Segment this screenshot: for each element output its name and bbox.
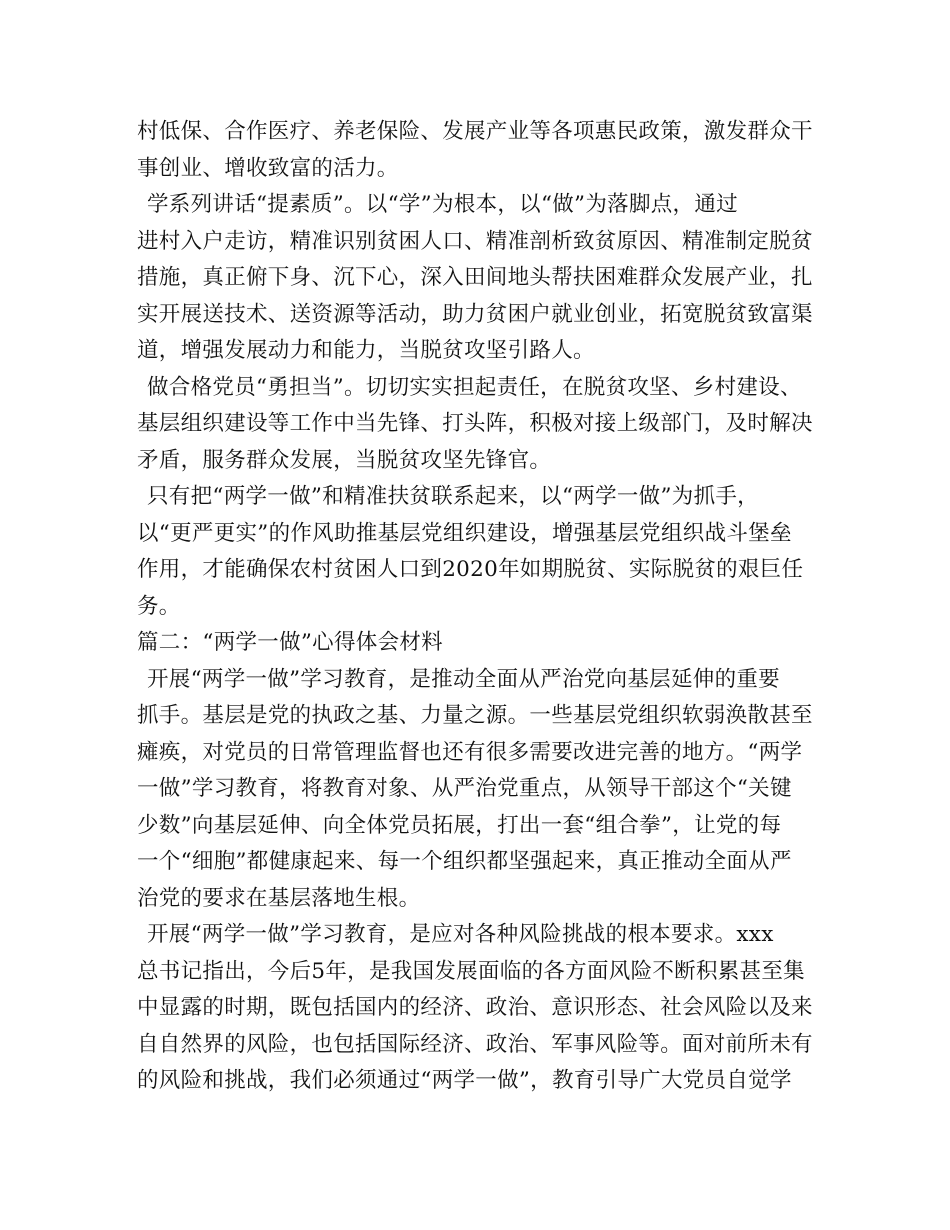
- text-line: 道，增强发展动力和能力，当脱贫攻坚引路人。: [137, 338, 595, 363]
- paragraph-start-line: 做合格党员“勇担当”。切切实实担起责任，在脱贫攻坚、乡村建设、: [147, 374, 802, 400]
- text-line: 一个“细胞”都健康起来、每一个组织都坚强起来，真正推动全面从严: [137, 849, 792, 874]
- paragraph-start-line: 学系列讲话“提素质”。以“学”为根本，以“做”为落脚点，通过: [147, 192, 738, 217]
- paragraph-start-line: 只有把“两学一做”和精准扶贫联系起来，以“两学一做”为抓手，: [147, 484, 759, 509]
- text-line: 少数”向基层延伸、向全体党员拓展，打出一套“组合拳”，让党的每: [137, 812, 782, 838]
- text-line: 的风险和挑战，我们必须通过“两学一做”，教育引导广大党员自觉学: [137, 1068, 792, 1093]
- text-line: 务。: [137, 593, 181, 619]
- text-line: 事创业、增收致富的活力。: [137, 155, 399, 181]
- text-line: 中显露的时期，既包括国内的经济、政治、意识形态、社会风险以及来: [137, 995, 813, 1020]
- text-line: 自自然界的风险，也包括国际经济、政治、军事风险等。面对前所未有: [137, 1031, 813, 1057]
- text-line: 治党的要求在基层落地生根。: [137, 885, 421, 911]
- paragraph-start-line: 开展“两学一做”学习教育，是应对各种风险挑战的根本要求。xxx: [147, 922, 774, 947]
- text-line: 一做”学习教育，将教育对象、从严治党重点，从领导干部这个“关键: [137, 776, 792, 801]
- text-line: 瘫痪，对党员的日常管理监督也还有很多需要改进完善的地方。“两学: [137, 739, 803, 765]
- text-line: 实开展送技术、送资源等活动，助力贫困户就业创业，拓宽脱贫致富渠: [137, 301, 813, 327]
- text-line: 村低保、合作医疗、养老保险、发展产业等各项惠民政策，激发群众干: [137, 119, 813, 144]
- text-line: 基层组织建设等工作中当先锋、打头阵，积极对接上级部门，及时解决: [137, 411, 813, 436]
- text-line: 抓手。基层是党的执政之基、力量之源。一些基层党组织软弱涣散甚至: [137, 703, 813, 728]
- text-line: 作用，才能确保农村贫困人口到2020年如期脱贫、实际脱贫的艰巨任: [137, 557, 804, 582]
- document-body: [137, 114, 837, 1100]
- text-line: 以“更严更实”的作风助推基层党组织建设，增强基层党组织战斗堡垒: [137, 520, 792, 546]
- paragraph-start-line: 开展“两学一做”学习教育，是推动全面从严治党向基层延伸的重要: [147, 666, 780, 692]
- text-line: 总书记指出，今后5年，是我国发展面临的各方面风险不断积累甚至集: [137, 958, 805, 984]
- text-line: 措施，真正俯下身、沉下心，深入田间地头帮扶困难群众发展产业，扎: [137, 265, 813, 290]
- text-line: 矛盾，服务群众发展，当脱贫攻坚先锋官。: [137, 447, 552, 473]
- section-heading: 篇二：“两学一做”心得体会材料: [137, 630, 443, 655]
- text-line: 进村入户走访，精准识别贫困人口、精准剖析致贫原因、精准制定脱贫: [137, 228, 813, 254]
